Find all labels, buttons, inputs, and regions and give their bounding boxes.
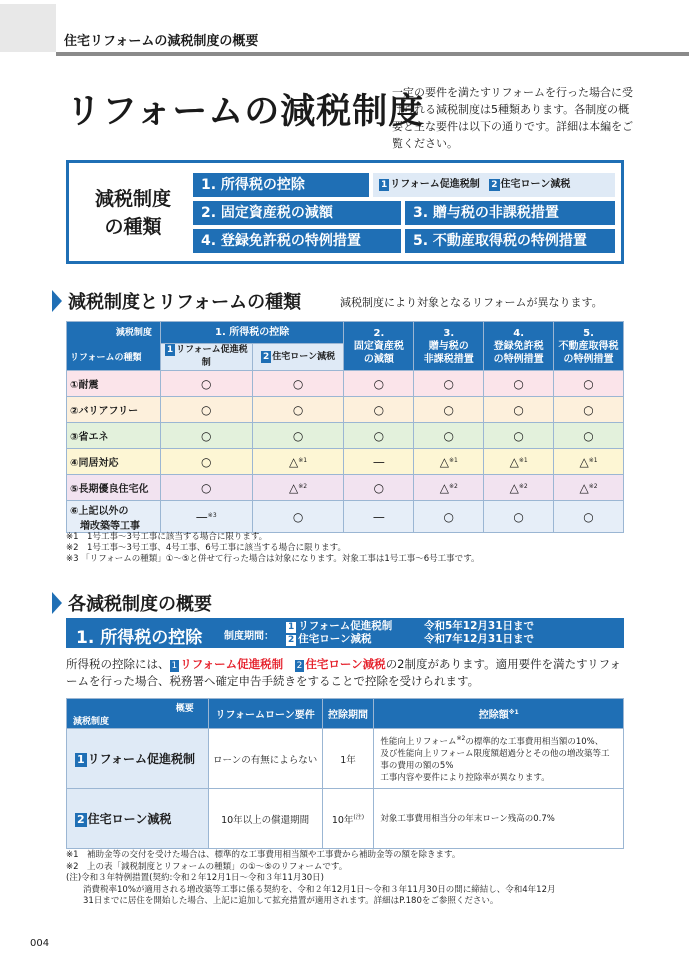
tax-types-label: 減税制度 の種類 <box>94 188 171 238</box>
type-income-tax: 1. 所得税の控除 <box>193 173 369 197</box>
table-row: ③省エネ ○ ○ ○ ○ ○ ○ <box>67 423 624 449</box>
table-row: 1 リフォーム促進税制 ローンの有無によらない 1年 性能向上リフォーム$^{※2}$の標準的な工事費用相当額の10%、 及び性能向上リフォーム限度額超過分とその他の増改築等工事の費用の額の5% 工事内容や要件により控除率が異なります。 <box>67 729 624 789</box>
matrix-header-acquisition: 5. 不動産取得税 の特例措置 <box>554 322 624 371</box>
matrix-subheader-promotion: 1 リフォーム促進税制 <box>160 344 252 371</box>
income-tax-paragraph: 所得税の控除には、 1 リフォーム促進税制 2 住宅ローン減税の2制度があります。適用要件を満たすリフォームを行った場合、税務署へ確定申告手続きをすることで控除を受けられます。 <box>66 657 622 688</box>
t2-corner: 概要 減税制度 <box>67 699 209 729</box>
type-gift-tax: 3. 贈与税の非課税措置 <box>405 201 615 225</box>
matrix-corner: 減税制度 リフォームの種類 <box>67 322 161 371</box>
type-income-tax-sub: 1 リフォーム促進税制 2 住宅ローン減税 <box>373 173 615 197</box>
header-accent-block <box>0 4 56 52</box>
type-property-tax: 2. 固定資産税の減額 <box>193 201 401 225</box>
table-row: ④同居対応 ○ △$^{※1}$ — △$^{※1}$ △$^{※1}$ △$^{※1}$ <box>67 449 624 475</box>
header-title: 住宅リフォームの減税制度の概要 <box>64 34 259 49</box>
matrix-header-registration: 4. 登録免許税 の特例措置 <box>484 322 554 371</box>
income-tax-table: 概要 減税制度 リフォームローン要件 控除期間 控除額$^{※1}$ 1 リフォーム促進税制 ローンの有無によらない 1年 性能向上リフォーム$^{※2}$の標準的な工事費用相当額の10%、 及び性能向上リフォーム限度額超過分とその他の増改築等工事の費用の額の5% 工事内容や要件により控除率が異なります。 2 住宅ローン減税 10年以上の償還期間 10年$^{(注)}$ 対象工事費用相当分の年末ローン残高の0.7% <box>66 698 624 849</box>
page-title: リフォームの減税制度 <box>66 92 425 132</box>
table-row: ⑥上記以外の 増改築等工事 —$^{※3}$ ○ — ○ ○ ○ <box>67 501 624 533</box>
section-note: 減税制度により対象となるリフォームが異なります。 <box>340 296 603 309</box>
table-row: ⑤長期優良住宅化 ○ △$^{※2}$ ○ △$^{※2}$ △$^{※2}$ △$^{※2}$ <box>67 475 624 501</box>
table-row: ①耐震 ○ ○ ○ ○ ○ ○ <box>67 371 624 397</box>
matrix-header-income: 1. 所得税の控除 <box>160 322 344 344</box>
table-row: ②バリアフリー ○ ○ ○ ○ ○ ○ <box>67 397 624 423</box>
income-tax-footnotes: ※1 補助金等の交付を受けた場合は、標準的な工事費用相当額や工事費から補助金等の額を除きます。 ※2 上の表「減税制度とリフォームの種類」の①～⑤のリフォームです。 (注)令和３年特例措置(契約:令和２年12月1日～令和３年11月30日) 消費税率10%が適用される増改築等工事に係る契約を、令和２年12月1日～令和３年11月30日の間に締結し、令和4年12月 31日までに居住を開始した場合、上記に追加して拡充措置が適用されます。詳細はP.180をご参照ください。 <box>66 850 556 906</box>
page-header <box>0 0 689 58</box>
header-rule <box>56 52 689 56</box>
table-row: 2 住宅ローン減税 10年以上の償還期間 10年$^{(注)}$ 対象工事費用相当分の年末ローン残高の0.7% <box>67 789 624 849</box>
section-heading-types: 減税制度とリフォームの種類 <box>52 288 301 314</box>
type-acquisition-tax: 5. 不動産取得税の特例措置 <box>405 229 615 253</box>
triangle-marker-icon <box>52 290 62 312</box>
matrix-header-gift: 3. 贈与税の 非課税措置 <box>414 322 484 371</box>
tax-types-box <box>66 160 624 264</box>
triangle-marker-icon <box>52 592 62 614</box>
section-heading-overview: 各減税制度の概要 <box>52 590 212 616</box>
income-tax-band: 1. 所得税の控除 制度期間： 1 リフォーム促進税制 2 住宅ローン減税 令和5年12月31日まで 令和7年12月31日まで <box>66 618 624 648</box>
matrix-header-property: 2. 固定資産税 の減額 <box>344 322 414 371</box>
page-number: 004 <box>30 938 50 949</box>
intro-text: 一定の要件を満たすリフォームを行った場合に受けられる減税制度は5種類あります。各制度の概要と主な要件は以下の通りです。詳細は本編をご覧ください。 <box>392 86 634 150</box>
matrix-subheader-loan: 2 住宅ローン減税 <box>252 344 344 371</box>
matrix-footnotes: ※1 1号工事～3号工事に該当する場合に限ります。 ※2 1号工事～3号工事、4号工事、6号工事に該当する場合に限ります。 ※3 「リフォームの種類」①～⑤と併せて行った場合は対象になります。対象工事は1号工事～6号工事です。 <box>66 532 480 564</box>
tax-reform-matrix <box>66 321 624 533</box>
type-registration-tax: 4. 登録免許税の特例措置 <box>193 229 401 253</box>
